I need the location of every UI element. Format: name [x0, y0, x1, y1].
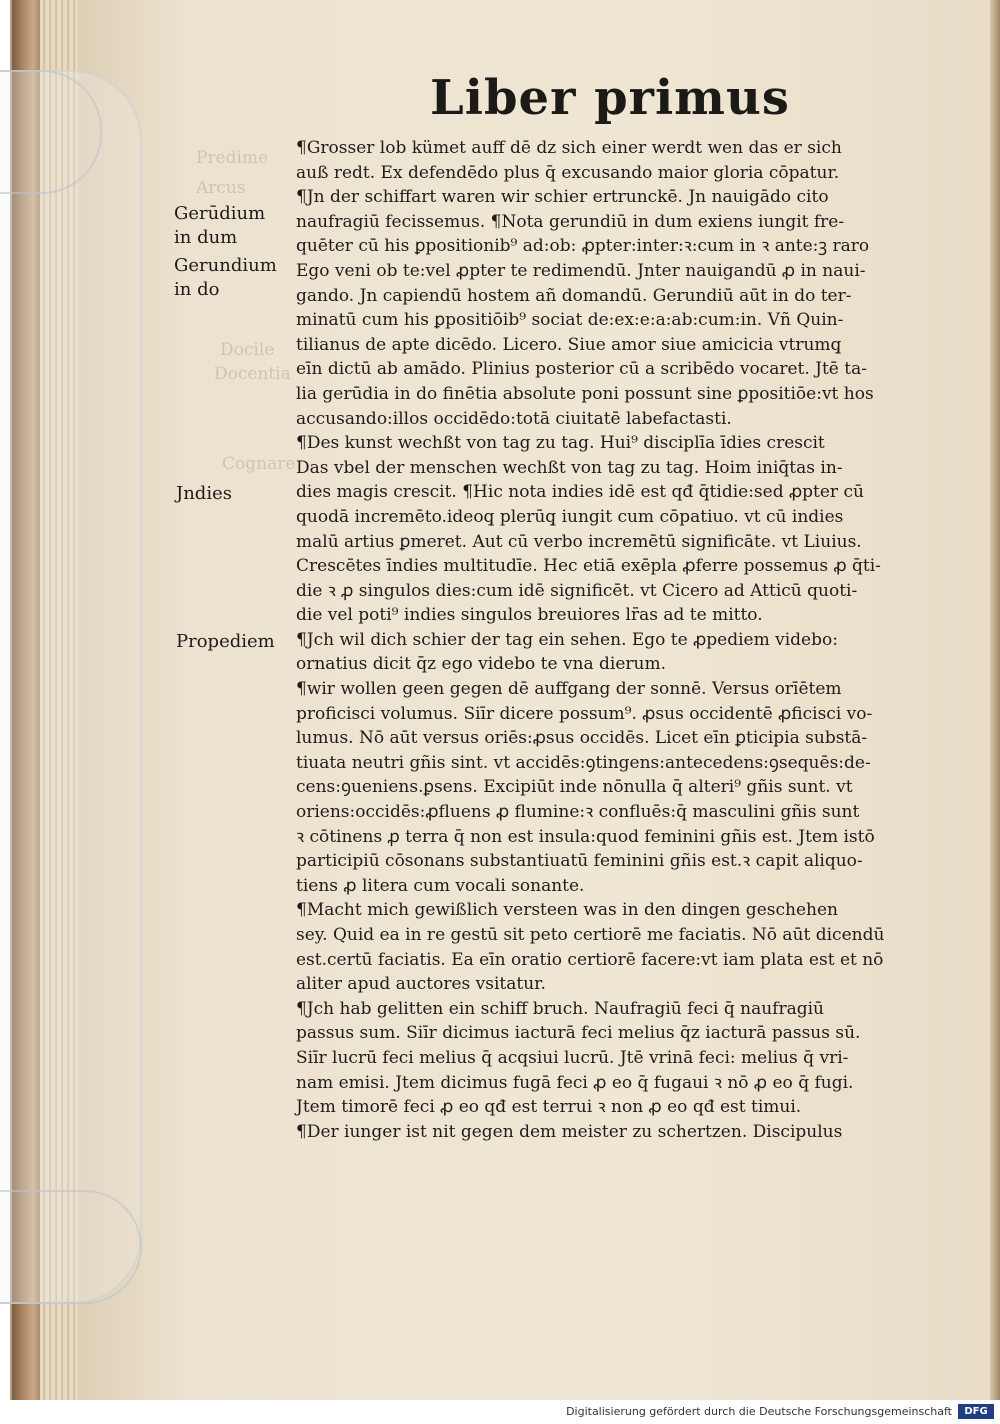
plastic-page-clip	[0, 70, 142, 1304]
text-line: malū artius ꝑmeret. Aut cū verbo incremētū significāte. vt Liuius.	[296, 531, 862, 552]
text-line: Ego veni ob te:vel ꝓpter te redimendū. Jnter nauigandū ꝓ in naui-	[296, 260, 866, 281]
text-line: sey. Quid ea in re gestū sit peto certiorē me faciatis. Nō aūt dicendū	[296, 925, 885, 945]
text-line: ornatius dicit q̄z ego videbo te vna dierum.	[296, 654, 666, 675]
text-line: lia gerūdia in do finētia absolute poni possunt sine ꝑpositiōe:vt hos	[296, 383, 874, 404]
text-line: die ꝛ ꝓ singulos dies:cum idē significēt. vt Cicero ad Atticū quoti-	[296, 580, 858, 601]
text-line: Das vbel der menschen wechßt von tag zu tag. Hoim iniq̄tas in-	[296, 457, 843, 478]
text-line: Jtem timorē feci ꝓ eo qđ est terrui ꝛ non ꝓ eo qđ est timui.	[296, 1097, 802, 1118]
bleed-through-text: Docile	[220, 340, 275, 360]
page-right-edge	[990, 0, 1000, 1400]
page-title: Liber primus	[430, 70, 790, 126]
text-line: ¶Macht mich gewißlich versteen was in den dingen geschehen	[296, 900, 838, 921]
text-line: minatū cum his ꝑpositiōib⁹ sociat de:ex:e:a:ab:cum:in. Vñ Quin-	[296, 310, 844, 331]
margin-note: Propediem	[176, 631, 275, 652]
text-line: quodā incremēto.ideoq̧ plerūq̧ iungit cum cōpatiuo. vt cū indies	[296, 506, 844, 527]
margin-note: Jndies	[176, 483, 232, 504]
text-line: lumus. Nō aūt versus oriēs:ꝓsus occidēs. Licet eīn ꝑticipia substā-	[296, 728, 868, 749]
text-line: die vel poti⁹ indies singulos breuiores lr̄as ad te mitto.	[296, 605, 763, 626]
text-line: ꝛ cōtinens ꝓ terra q̄ non est insula:quod feminini gñis est. Jtem istō	[296, 826, 875, 847]
text-line: ¶Der iunger ist nit gegen dem meister zu schertzen. Discipulus	[296, 1121, 843, 1142]
text-line: nam emisi. Jtem dicimus fugā feci ꝓ eo q̄ fugaui ꝛ nō ꝓ eo q̄ fugi.	[296, 1072, 854, 1093]
margin-note: Gerūdium	[174, 203, 266, 224]
text-line: ¶Grosser lob kümet auff dē dz sich einer werdt wen das er sich	[296, 138, 842, 158]
text-line: Crescētes īndies multitudīe. Hec etiā exēpla ꝓferre possemus ꝓ q̄ti-	[296, 556, 881, 577]
text-line: naufragiū fecissemus. ¶Nota gerundiū in dum exiens iungit fre-	[296, 211, 845, 232]
text-line: tiuata neutri gñis sint. vt accidēs:ꝯtingens:antecedens:ꝯsequēs:de-	[296, 752, 871, 773]
plastic-clip-bottom	[0, 1190, 142, 1304]
text-line: cens:ꝯueniens.ꝑsens. Excipiūt inde nōnulla q̄ alteri⁹ gñis sunt. vt	[296, 777, 853, 798]
text-line: ¶Des kunst wechßt von tag zu tag. Hui⁹ disciplīa īdies crescit	[296, 433, 825, 454]
text-line: participiū cōsonans substantiuatū feminini gñis est.ꝛ capit aliquo-	[296, 851, 863, 872]
text-line: eīn dictū ab amādo. Plinius posterior cū a scribēdo vocaret. Jtē ta-	[296, 359, 867, 380]
main-text-block	[296, 136, 948, 1144]
text-line: ¶Jn der schiffart waren wir schier ertrunckē. Jn nauigādo cito	[296, 187, 829, 208]
text-line: tilianus de apte dicēdo. Licero. Siue amor siue amicicia vtrumq̧	[296, 334, 842, 355]
text-line: proficisci volumus. Siīr dicere possum⁹. ꝓsus occidentē ꝓficisci vo-	[296, 703, 873, 724]
dfg-logo: DFG	[958, 1404, 994, 1419]
bleed-through-text: Cognare	[222, 454, 296, 474]
text-line: tiens ꝓ litera cum vocali sonante.	[296, 875, 585, 896]
text-line: auß redt. Ex defendēdo plus q̄ excusando maior gloria cōpatur.	[296, 162, 840, 183]
text-line: gando. Jn capiendū hostem añ domandū. Gerundiū aūt in do ter-	[296, 285, 852, 306]
text-line: dies magis crescit. ¶Hic nota indies idē est qđ q̄tidie:sed ꝓpter cū	[296, 482, 864, 503]
text-line: accusando:illos occidēdo:totā ciuitatē labefactasti.	[296, 408, 732, 429]
bleed-through-text: Docentia	[214, 364, 291, 384]
text-line: ¶Jch hab gelitten ein schiff bruch. Naufragiū feci q̄ naufragiū	[296, 998, 825, 1019]
footer-credit: Digitalisierung gefördert durch die Deutsche Forschungsgemeinschaft	[566, 1405, 952, 1418]
margin-note: Gerundium	[174, 255, 277, 276]
margin-note: in dum	[174, 227, 238, 248]
text-line: ¶Jch wil dich schier der tag ein sehen. Ego te ꝓpediem videbo:	[296, 629, 838, 650]
text-line: est.certū faciatis. Ea eīn oratio certiorē facere:vt iam plata est et nō	[296, 949, 884, 970]
margin-note: in do	[174, 279, 220, 300]
text-line: passus sum. Siīr dicimus iacturā feci melius q̄z iacturā passus sū.	[296, 1023, 861, 1044]
text-line: quēter cū his ꝑpositionib⁹ ad:ob: ꝓpter:inter:ꝛ:cum in ꝛ ante:ꝫ raro	[296, 236, 870, 257]
text-line: Siīr lucrū feci melius q̄ acqsiui lucrū. Jtē vrinā feci: melius q̄ vri-	[296, 1047, 849, 1068]
bleed-through-text: Arcus	[196, 178, 246, 198]
text-line: oriens:occidēs:ꝓfluens ꝓ flumine:ꝛ confluēs:q̄ masculini gñis sunt	[296, 802, 860, 823]
text-line: aliter apud auctores vsitatur.	[296, 974, 546, 995]
bleed-through-text: Predime	[196, 148, 269, 168]
text-line: ¶wir wollen geen gegen dē auffgang der sonnē. Versus orīētem	[296, 679, 842, 700]
